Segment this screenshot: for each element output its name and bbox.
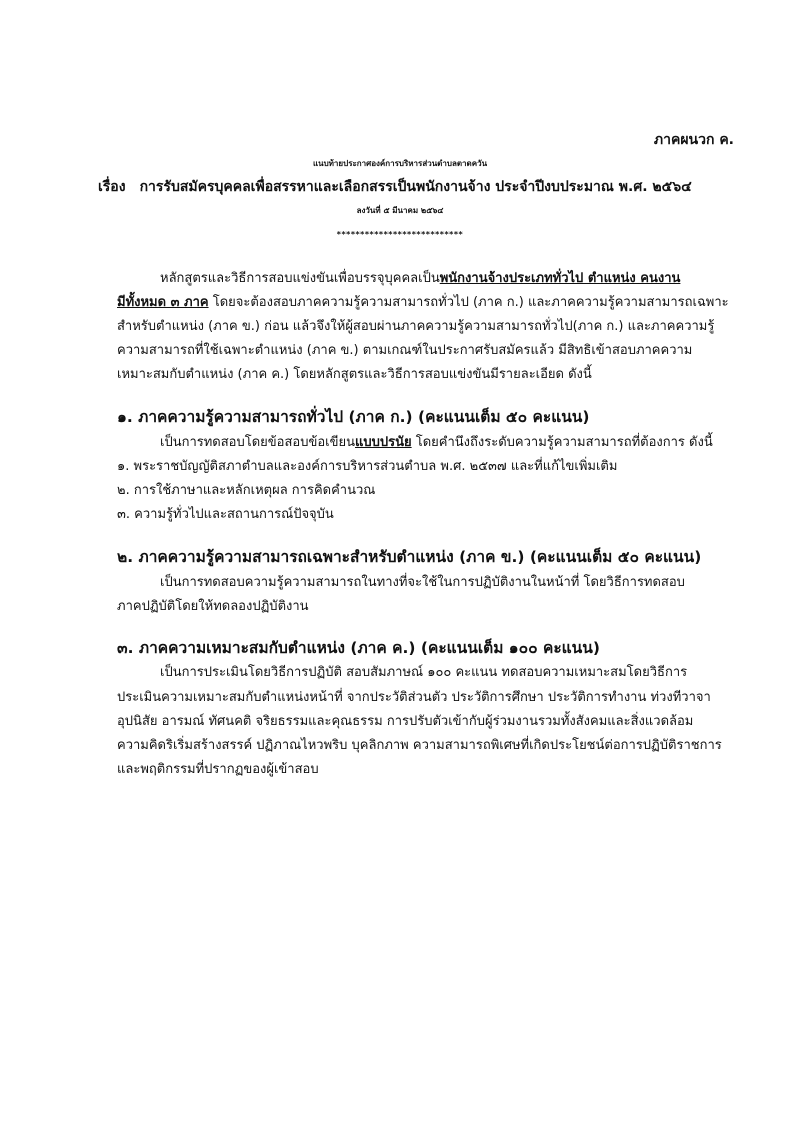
section-1-item: ๑. พระราชบัญญัติสภาตำบลและองค์การบริหารส่วนตำบล พ.ศ. ๒๕๓๗ และที่แก้ไขเพิ่มเติม: [117, 459, 618, 474]
intro-line-3: สำหรับตำแหน่ง (ภาค ข.) ก่อน แล้วจึงให้ผู้สอบผ่านภาคความรู้ความสามารถทั่วไป(ภาค ก.) และภาคความรู้: [117, 319, 715, 334]
intro-line-4: ความสามารถที่ใช้เฉพาะตำแหน่ง (ภาค ข.) ตามเกณฑ์ในประกาศรับสมัครแล้ว มีสิทธิเข้าสอบภาคความ: [117, 343, 693, 358]
section-2-heading: ๒. ภาคความรู้ความสามารถเฉพาะสำหรับตำแหน่ง (ภาค ข.) (คะแนนเต็ม ๕๐ คะแนน): [117, 548, 702, 566]
document-subject: [98, 178, 692, 196]
desc-text: เป็นการทดสอบโดยข้อสอบข้อเขียน: [160, 435, 355, 450]
appendix-label: ภาคผนวก ค.: [653, 132, 734, 148]
intro-text: โดยจะต้องสอบภาคความรู้ความสามารถทั่วไป (ภาค ก.) และภาคความรู้ความสามารถเฉพาะ: [208, 295, 729, 310]
section-3-heading: ๓. ภาคความเหมาะสมกับตำแหน่ง (ภาค ค.) (คะแนนเต็ม ๑๐๐ คะแนน): [117, 639, 600, 657]
intro-text: หลักสูตรและวิธีการสอบแข่งขันเพื่อบรรจุบุคคลเป็น: [160, 271, 440, 286]
section-1-item: ๓. ความรู้ทั่วไปและสถานการณ์ปัจจุบัน: [117, 507, 334, 522]
parts-count: มีทั้งหมด ๓ ภาค: [117, 295, 209, 310]
subject-label: เรื่อง: [98, 179, 126, 195]
intro-line-2: [117, 294, 729, 312]
section-3-line-4: ความคิดริเริ่มสร้างสรรค์ ปฏิภาณไหวพริบ บุคลิกภาพ ความสามารถพิเศษที่เกิดประโยชน์ต่อการปฏิบัติราชการ: [117, 738, 722, 753]
intro-line-5: เหมาะสมกับตำแหน่ง (ภาค ค.) โดยหลักสูตรและวิธีการสอบแข่งขันมีรายละเอียด ดังนี้: [117, 367, 592, 382]
document-title: แนบท้ายประกาศองค์การบริหารส่วนตำบลตาดควัน: [312, 159, 488, 168]
subject-text: การรับสมัครบุคคลเพื่อสรรหาและเลือกสรรเป็นพนักงานจ้าง ประจำปีงบประมาณ พ.ศ. ๒๕๖๔: [139, 179, 692, 195]
section-3-line-3: อุปนิสัย อารมณ์ ทัศนคติ จริยธรรมและคุณธรรม การปรับตัวเข้ากับผู้ร่วมงานรวมทั้งสังคมและสิ่งแวดล้อม: [117, 714, 694, 729]
section-3-line-1: เป็นการประเมินโดยวิธีการปฏิบัติ สอบสัมภาษณ์ ๑๐๐ คะแนน ทดสอบความเหมาะสมโดยวิธีการ: [160, 665, 688, 680]
desc-text: โดยคำนึงถึงระดับความรู้ความสามารถที่ต้องการ ดังนี้: [411, 435, 713, 450]
section-3-line-5: และพฤติกรรมที่ปรากฏของผู้เข้าสอบ: [117, 762, 319, 777]
exam-type: แบบปรนัย: [355, 435, 412, 450]
intro-line-1: [160, 270, 680, 288]
section-2-line-2: ภาคปฏิบัติโดยให้ทดลองปฏิบัติงาน: [117, 599, 309, 614]
section-1-item: ๒. การใช้ภาษาและหลักเหตุผล การคิดคำนวณ: [117, 483, 376, 498]
document-date: ลงวันที่ ๕ มีนาคม ๒๕๖๔: [356, 206, 444, 215]
section-1-description: [160, 434, 713, 452]
section-2-line-1: เป็นการทดสอบความรู้ความสามารถในทางที่จะใช้ในการปฏิบัติงานในหน้าที่ โดยวิธีการทดสอบ: [160, 575, 685, 590]
position-title: พนักงานจ้างประเภททั่วไป ตำแหน่ง คนงาน: [439, 271, 681, 286]
separator-stars: ***************************: [336, 230, 464, 239]
section-1-heading: ๑. ภาคความรู้ความสามารถทั่วไป (ภาค ก.) (คะแนนเต็ม ๕๐ คะแนน): [117, 408, 590, 426]
section-3-line-2: ประเมินความเหมาะสมกับตำแหน่งหน้าที่ จากประวัติส่วนตัว ประวัติการศึกษา ประวัติการทำงาน ท่วงทีวาจา: [117, 690, 711, 705]
